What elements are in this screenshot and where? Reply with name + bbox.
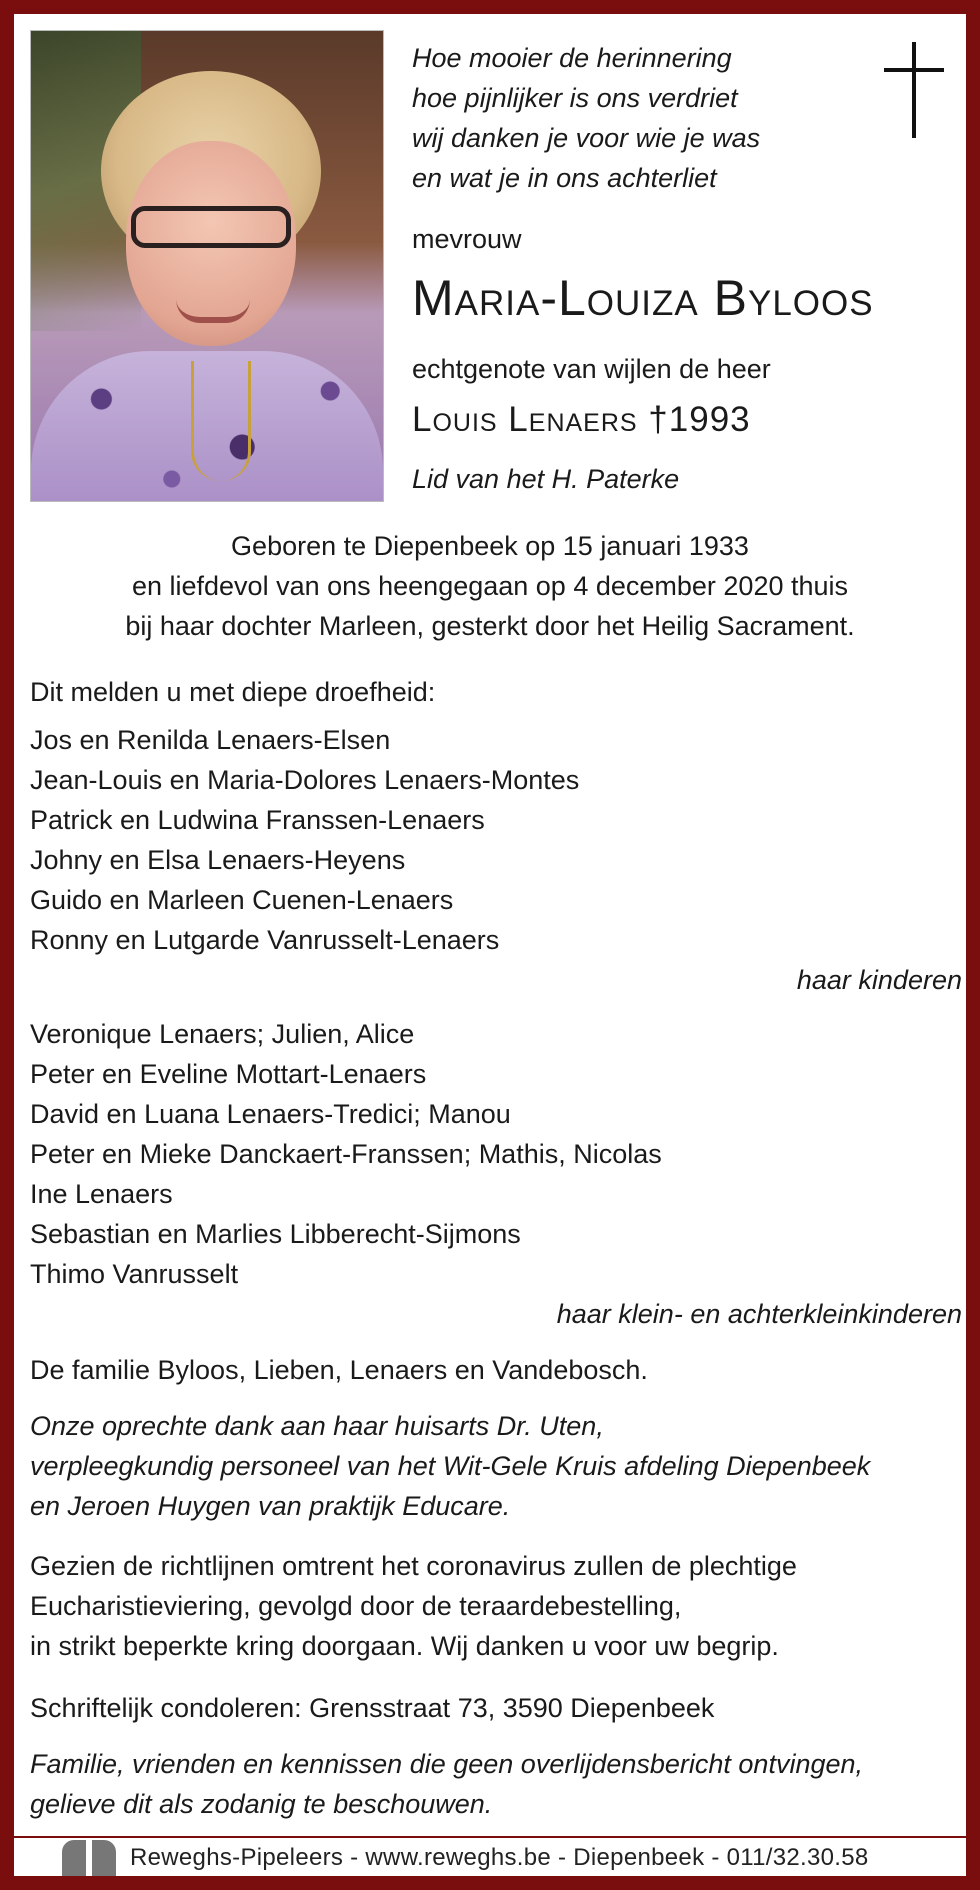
notice-line: Eucharistieviering, gevolgd door de teraardebestelling, <box>30 1591 682 1621</box>
poem-line: Hoe mooier de herinnering <box>412 43 732 73</box>
notice-line: in strikt beperkte kring doorgaan. Wij danken u voor uw begrip. <box>30 1631 779 1661</box>
footer-divider <box>14 1836 966 1838</box>
thanks-line: Onze oprechte dank aan haar huisarts Dr. Uten, <box>30 1411 604 1441</box>
list-item: Veronique Lenaers; Julien, Alice <box>30 1019 415 1049</box>
funeral-home-info: Reweghs-Pipeleers - www.reweghs.be - Diepenbeek - 011/32.30.58 <box>130 1844 869 1871</box>
list-item: Guido en Marleen Cuenen-Lenaers <box>30 885 454 915</box>
birth-death-info <box>14 526 966 646</box>
footer <box>30 1840 966 1876</box>
closing-note <box>30 1744 962 1824</box>
list-item: Patrick en Ludwina Franssen-Lenaers <box>30 805 485 835</box>
closing-line: gelieve dit als zodanig te beschouwen. <box>30 1789 493 1819</box>
closing-line: Familie, vrienden en kennissen die geen overlijdensbericht ontvingen, <box>30 1749 864 1779</box>
children-list <box>30 720 962 1000</box>
list-item: Jos en Renilda Lenaers-Elsen <box>30 725 391 755</box>
thanks-line: en Jeroen Huygen van praktijk Educare. <box>30 1491 511 1521</box>
obituary-card <box>14 14 966 1876</box>
cross-icon <box>884 28 946 140</box>
condolence-address: Schriftelijk condoleren: Grensstraat 73, 3590 Diepenbeek <box>30 1693 715 1723</box>
birth-death-line: Geboren te Diepenbeek op 15 januari 1933 <box>231 531 749 561</box>
poem-line: wij danken je voor wie je was <box>412 123 761 153</box>
birth-death-line: bij haar dochter Marleen, gesterkt door het Heilig Sacrament. <box>125 611 855 641</box>
notice-line: Gezien de richtlijnen omtrent het coronavirus zullen de plechtige <box>30 1551 797 1581</box>
portrait-photo <box>30 30 384 502</box>
birth-death-line: en liefdevol van ons heengegaan op 4 december 2020 thuis <box>131 571 849 601</box>
poem-line: en wat je in ons achterliet <box>412 163 717 193</box>
announcement-intro: Dit melden u met diepe droefheid: <box>30 677 436 707</box>
corona-notice <box>30 1546 962 1666</box>
grandchildren-label: haar klein- en achterkleinkinderen <box>556 1299 962 1329</box>
list-item: Johny en Elsa Lenaers-Heyens <box>30 845 406 875</box>
list-item: Ine Lenaers <box>30 1179 173 1209</box>
list-item: Peter en Mieke Danckaert-Franssen; Mathis, Nicolas <box>30 1139 662 1169</box>
membership: Lid van het H. Paterke <box>412 464 680 494</box>
spouse-name: Louis Lenaers †1993 <box>412 400 751 439</box>
list-item: Sebastian en Marlies Libberecht-Sijmons <box>30 1219 521 1249</box>
thanks-message <box>30 1406 962 1526</box>
children-label: haar kinderen <box>796 965 962 995</box>
thanks-line: verpleegkundig personeel van het Wit-Gele Kruis afdeling Diepenbeek <box>30 1451 871 1481</box>
list-item: Peter en Eveline Mottart-Lenaers <box>30 1059 427 1089</box>
list-item: Ronny en Lutgarde Vanrusselt-Lenaers <box>30 925 500 955</box>
list-item: Thimo Vanrusselt <box>30 1259 239 1289</box>
families: De familie Byloos, Lieben, Lenaers en Vandebosch. <box>30 1355 648 1385</box>
list-item: David en Luana Lenaers-Tredici; Manou <box>30 1099 511 1129</box>
spouse-intro: echtgenote van wijlen de heer <box>412 354 771 384</box>
deceased-name: Maria-Louiza Byloos <box>412 270 874 326</box>
funeral-home-logo <box>62 1840 118 1876</box>
poem <box>412 38 882 198</box>
poem-line: hoe pijnlijker is ons verdriet <box>412 83 738 113</box>
grandchildren-list <box>30 1014 962 1334</box>
title-prefix: mevrouw <box>412 224 522 254</box>
list-item: Jean-Louis en Maria-Dolores Lenaers-Montes <box>30 765 580 795</box>
